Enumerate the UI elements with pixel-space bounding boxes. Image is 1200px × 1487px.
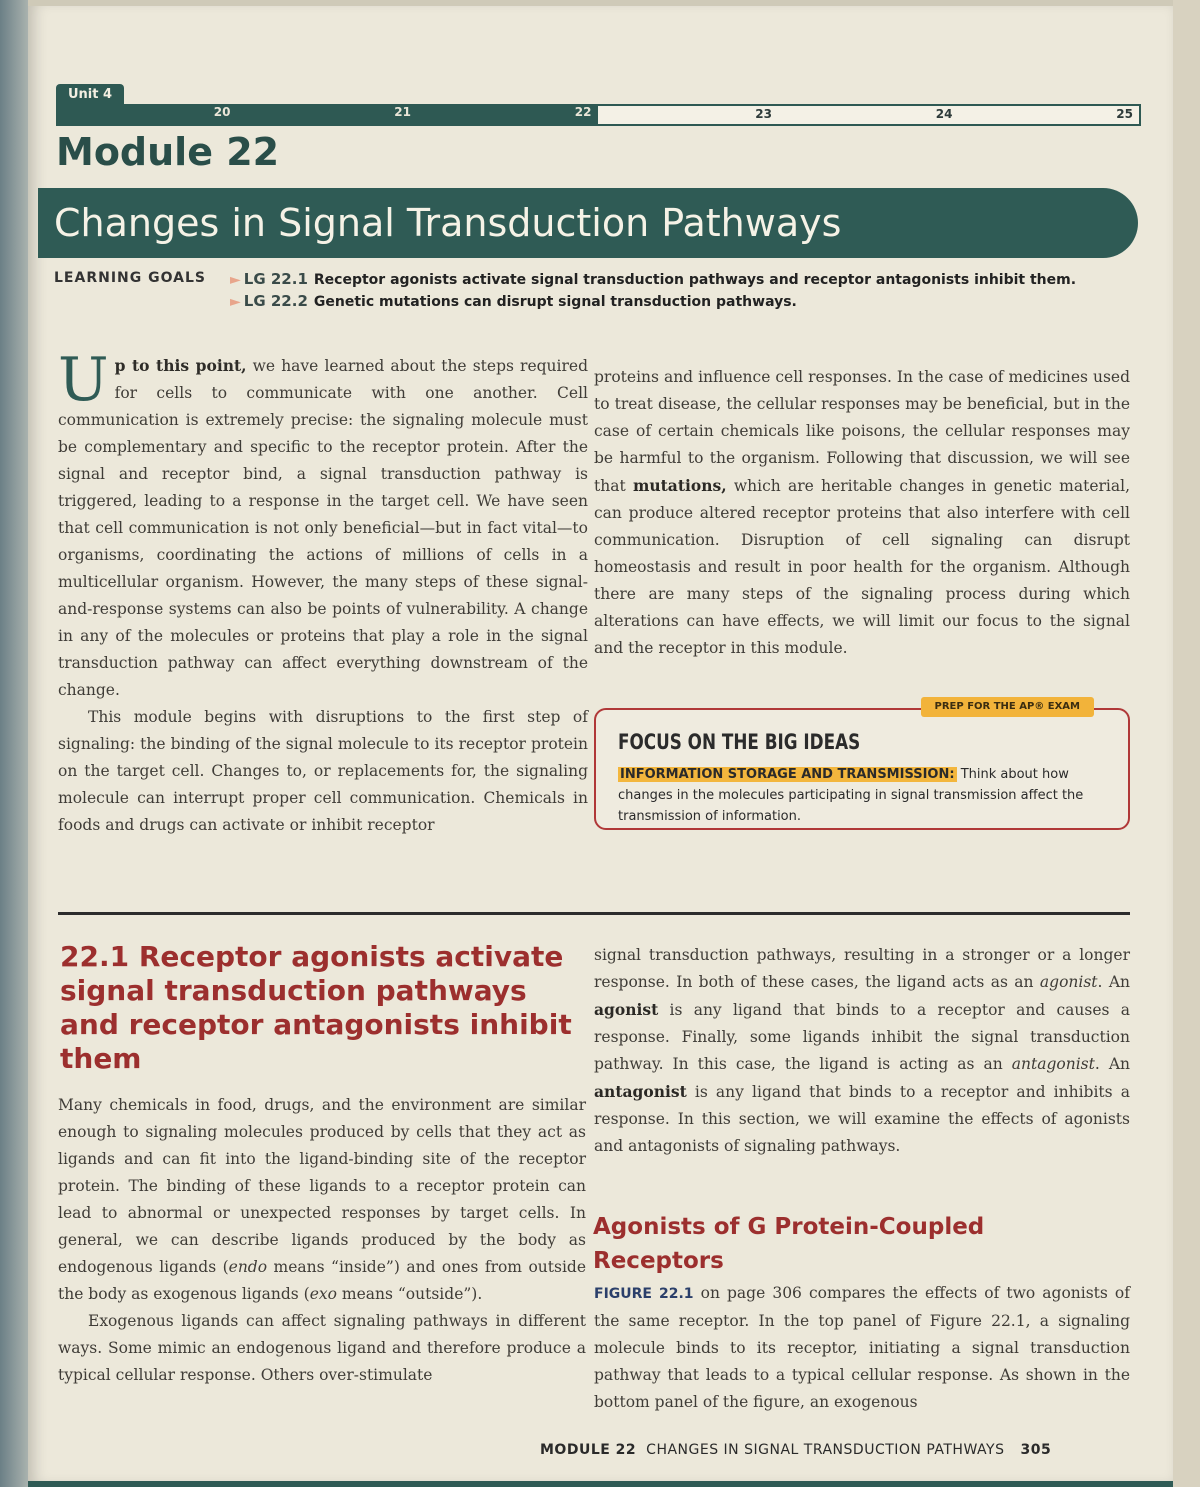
prep-ap-exam-tag: PREP FOR THE AP® EXAM: [921, 697, 1094, 717]
agonist-term: agonist: [594, 1000, 659, 1019]
unit-module-21: 21: [237, 104, 418, 126]
module-title-banner: Changes in Signal Transduction Pathways: [38, 188, 1138, 258]
big-idea-highlight: INFORMATION STORAGE AND TRANSMISSION:: [620, 767, 955, 782]
figure-reference: FIGURE 22.1: [594, 1286, 694, 1302]
goal-text: Genetic mutations can disrupt signal transduction pathways.: [313, 294, 797, 310]
unit-progress-bar: [56, 84, 1141, 126]
section-text: is any ligand that binds to a receptor and causes a response. Finally, some ligands inhibit the signal transduction pathway. In this case, the ligand is acting as an: [594, 1001, 1130, 1073]
section-text: means “outside”).: [336, 1285, 483, 1303]
section-paragraph-2: Exogenous ligands can affect signaling pathways in different ways. Some mimic an endogenous ligand and therefore produce a typical cellular response. Others over-stimulate: [58, 1312, 586, 1384]
focus-box-text: [618, 764, 1108, 827]
intro-lead: p to this point,: [114, 356, 247, 375]
learning-goal-2: [230, 292, 797, 310]
learning-goal-1: [230, 270, 1076, 288]
mutations-term: mutations,: [632, 476, 727, 495]
section-text: means “inside”) and ones from outside the body as exogenous ligands (: [58, 1258, 587, 1303]
intro-paragraph-1: [58, 345, 588, 704]
unit-label: Unit 4: [56, 84, 124, 106]
goal-text: Receptor agonists activate signal transduction pathways and receptor antagonists inhibit them.: [313, 272, 1077, 288]
learning-goals-label: LEARNING GOALS: [54, 270, 206, 286]
section-text: is any ligand that binds to a receptor and inhibits a response. In this section, we will examine the effects of agonists and antagonists of signaling pathways.: [594, 1083, 1130, 1155]
page-footer: [540, 1442, 1051, 1458]
intro-right-column: [594, 364, 1130, 662]
module-label: Module 22: [56, 130, 280, 174]
intro-left-column: [58, 345, 588, 839]
exo-term: exo: [309, 1285, 337, 1303]
section-divider: [58, 912, 1130, 915]
section-paragraph-1: [58, 1092, 586, 1308]
subsection-paragraph: [594, 1280, 1130, 1416]
section-text: . An: [1094, 1055, 1130, 1073]
section-title: 22.1 Receptor agonists activate signal transduction pathways and receptor antagonists inhibit them: [60, 940, 572, 1075]
book-spine: [0, 0, 28, 1487]
intro-paragraph-2: This module begins with disruptions to the first step of signaling: the binding of the signal molecule to its receptor protein on the target cell. Changes to, or replacements for, the signaling molecule can interrupt proper cell communication. Chemicals in foods and drugs can activate or inhibit receptor: [58, 708, 588, 834]
intro-paragraph-3: [594, 364, 1130, 662]
page-number: 305: [1020, 1442, 1052, 1458]
focus-big-ideas-box: [594, 701, 1130, 830]
section-text: signal transduction pathways, resulting in a stronger or a longer response. In both of these cases, the ligand acts as an: [594, 946, 1130, 991]
footer-title: CHANGES IN SIGNAL TRANSDUCTION PATHWAYS: [646, 1442, 1005, 1458]
bottom-bar: [28, 1481, 1173, 1487]
focus-box-title: FOCUS ON THE BIG IDEAS: [618, 730, 861, 754]
section-text: Many chemicals in food, drugs, and the environment are similar enough to signaling molecules produced by cells that they act as ligands and can fit into the ligand-binding site of the receptor protein. The binding of these ligands to a receptor protein can lead to abnormal or unexpected responses by target cells. In general, we can describe ligands produced by the body as endogenous ligands (: [58, 1096, 586, 1276]
section-text: . An: [1097, 973, 1131, 991]
section-left-column: [58, 1092, 586, 1389]
focus-body: Think about how changes in the molecules participating in signal transmission affect the transmission of information.: [618, 767, 1084, 824]
antagonist-italic: antagonist: [1011, 1055, 1095, 1073]
section-paragraph-3: [594, 942, 1130, 1160]
goal-id: LG 22.2: [243, 292, 308, 310]
subsection-column: [594, 1280, 1130, 1416]
footer-module: MODULE 22: [540, 1442, 637, 1458]
agonist-italic: agonist: [1039, 973, 1098, 991]
goal-marker-icon: ►: [230, 272, 241, 288]
top-strip: [28, 0, 1173, 6]
intro-text: proteins and influence cell responses. In the case of medicines used to treat disease, the cellular responses may be beneficial, but in the case of certain chemicals like poisons, the cellular responses may be harmful to the organism. Following that discussion, we will see that: [594, 368, 1130, 495]
unit-module-track: [56, 104, 1141, 126]
subsection-title: Agonists of G Protein-Coupled Receptors: [593, 1214, 985, 1274]
antagonist-term: antagonist: [594, 1082, 687, 1101]
drop-cap: U: [58, 345, 109, 415]
intro-text: we have learned about the steps required for cells to communicate with one another. Cell communication is extremely precise: the signaling molecule must be complementary and specific to the receptor protein. After the signal and receptor bind, a signal transduction pathway is triggered, leading to a response in the target cell. We have seen that cell communication is not only beneficial—but in fact vital—to organisms, coordinating the actions of millions of cells in a multicellular organism. However, the many steps of these signal-and-response systems can also be points of vulnerability. A change in any of the molecules or proteins that play a role in the signal transduction pathway can affect everything downstream of the change.: [58, 357, 588, 699]
unit-module-24: 24: [778, 104, 959, 126]
unit-module-22: 22: [417, 104, 598, 126]
unit-module-23: 23: [598, 104, 779, 126]
goal-marker-icon: ►: [230, 294, 241, 310]
unit-module-20: 20: [56, 104, 237, 126]
textbook-page: [28, 0, 1173, 1487]
subsection-text: on page 306 compares the effects of two agonists of the same receptor. In the top panel of Figure 22.1, a signaling molecule binds to its receptor, initiating a signal transduction pathway that leads to a typical cellular response. As shown in the bottom panel of the figure, an exogenous: [594, 1284, 1130, 1411]
endo-term: endo: [228, 1258, 268, 1276]
unit-module-25: 25: [959, 104, 1142, 126]
goal-id: LG 22.1: [243, 270, 308, 288]
intro-text: which are heritable changes in genetic material, can produce altered receptor proteins that also interfere with cell communication. Disruption of cell signaling can disrupt homeostasis and result in poor health for the organism. Although there are many steps of the signaling process during which alterations can have effects, we will limit our focus to the signal and the receptor in this module.: [594, 477, 1131, 657]
section-right-column: [594, 942, 1130, 1160]
